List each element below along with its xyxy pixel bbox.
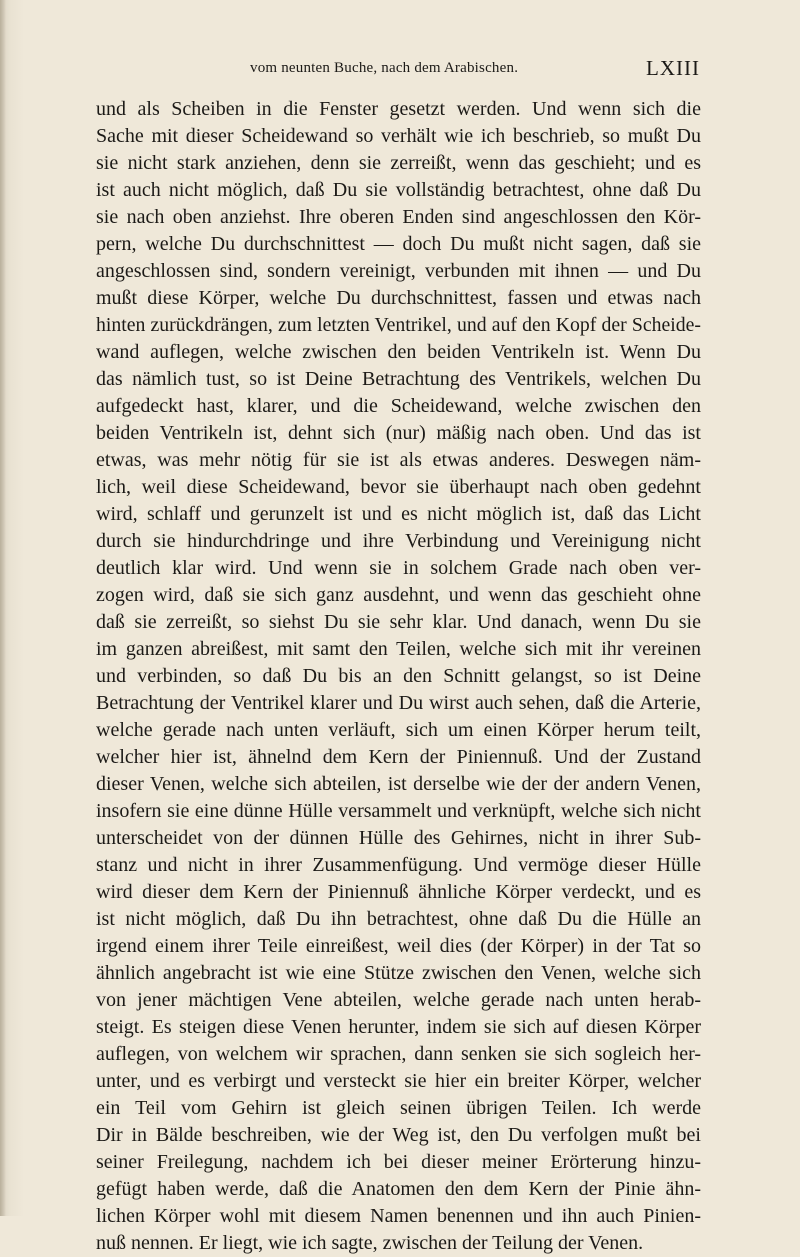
- text-line: ein Teil vom Gehirn ist gleich seinen übrigen Teilen. Ich werde: [96, 1097, 701, 1119]
- text-line: sie nach oben anziehst. Ihre oberen Enden sind angeschlossen den Kör-: [96, 206, 701, 228]
- text-line: etwas, was mehr nötig für sie ist als etwas anderes. Deswegen näm-: [96, 449, 701, 471]
- text-line: durch sie hindurchdringe und ihre Verbindung und Vereinigung nicht: [96, 530, 701, 552]
- text-line: unterscheidet von der dünnen Hülle des Gehirnes, nicht in ihrer Sub-: [96, 827, 701, 849]
- text-line: ist auch nicht möglich, daß Du sie vollständig betrachtest, ohne daß Du: [96, 179, 701, 201]
- text-line: sie nicht stark anziehen, denn sie zerreißt, wenn das geschieht; und es: [96, 152, 701, 174]
- text-line: lich, weil diese Scheidewand, bevor sie überhaupt nach oben gedehnt: [96, 476, 701, 498]
- text-line: im ganzen abreißest, mit samt den Teilen, welche sich mit ihr vereinen: [96, 638, 701, 660]
- text-line: insofern sie eine dünne Hülle versammelt und verknüpft, welche sich nicht: [96, 800, 701, 822]
- text-line: stanz und nicht in ihrer Zusammenfügung. Und vermöge dieser Hülle: [96, 854, 701, 876]
- text-line: und verbinden, so daß Du bis an den Schnitt gelangst, so ist Deine: [96, 665, 701, 687]
- text-line: und als Scheiben in die Fenster gesetzt werden. Und wenn sich die: [96, 98, 701, 120]
- text-line: steigt. Es steigen diese Venen herunter, indem sie sich auf diesen Körper: [96, 1016, 701, 1038]
- text-line: angeschlossen sind, sondern vereinigt, verbunden mit ihnen — und Du: [96, 260, 701, 282]
- text-line: Sache mit dieser Scheidewand so verhält wie ich beschrieb, so mußt Du: [96, 125, 701, 147]
- text-line: irgend einem ihrer Teile einreißest, weil dies (der Körper) in der Tat so: [96, 935, 701, 957]
- text-line: lichen Körper wohl mit diesem Namen benennen und ihn auch Pinien-: [96, 1205, 701, 1227]
- text-line: hinten zurückdrängen, zum letzten Ventrikel, und auf den Kopf der Scheide-: [96, 314, 701, 336]
- text-line: mußt diese Körper, welche Du durchschnittest, fassen und etwas nach: [96, 287, 701, 309]
- running-head-title: vom neunten Buche, nach dem Arabischen.: [250, 60, 519, 76]
- text-line: Betrachtung der Ventrikel klarer und Du wirst auch sehen, daß die Arterie,: [96, 692, 701, 714]
- text-line: ist nicht möglich, daß Du ihn betrachtest, ohne daß Du die Hülle an: [96, 908, 701, 930]
- text-line-last: nuß nennen. Er liegt, wie ich sagte, zwischen der Teilung der Venen.: [96, 1232, 644, 1254]
- text-line: ähnlich angebracht ist wie eine Stütze zwischen den Venen, welche sich: [96, 962, 701, 984]
- running-head: [250, 56, 700, 82]
- text-line: zogen wird, daß sie sich ganz ausdehnt, und wenn das geschieht ohne: [96, 584, 701, 606]
- text-line: wird dieser dem Kern der Piniennuß ähnliche Körper verdeckt, und es: [96, 881, 701, 903]
- text-line: pern, welche Du durchschnittest — doch Du mußt nicht sagen, daß sie: [96, 233, 701, 255]
- text-line: welche gerade nach unten verläuft, sich um einen Körper herum teilt,: [96, 719, 701, 741]
- text-line: wird, schlaff und gerunzelt ist und es nicht möglich ist, daß das Licht: [96, 503, 701, 525]
- text-line: dieser Venen, welche sich abteilen, ist derselbe wie der der andern Venen,: [96, 773, 701, 795]
- body-text: [96, 96, 701, 1257]
- text-line: beiden Ventrikeln ist, dehnt sich (nur) mäßig nach oben. Und das ist: [96, 422, 701, 444]
- text-line: Dir in Bälde beschreiben, wie der Weg ist, den Du verfolgen mußt bei: [96, 1124, 701, 1146]
- text-line: auflegen, von welchem wir sprachen, dann senken sie sich sogleich her-: [96, 1043, 701, 1065]
- text-line: welcher hier ist, ähnelnd dem Kern der Piniennuß. Und der Zustand: [96, 746, 701, 768]
- text-line: daß sie zerreißt, so siehst Du sie sehr klar. Und danach, wenn Du sie: [96, 611, 701, 633]
- text-line: seiner Freilegung, nachdem ich bei dieser meiner Erörterung hinzu-: [96, 1151, 701, 1173]
- text-line: das nämlich tust, so ist Deine Betrachtung des Ventrikels, welchen Du: [96, 368, 701, 390]
- text-line: gefügt haben werde, daß die Anatomen den dem Kern der Pinie ähn-: [96, 1178, 701, 1200]
- text-line: unter, und es verbirgt und versteckt sie hier ein breiter Körper, welcher: [96, 1070, 701, 1092]
- page-number: LXIII: [646, 56, 700, 80]
- text-line: deutlich klar wird. Und wenn sie in solchem Grade nach oben ver-: [96, 557, 701, 579]
- text-line: aufgedeckt hast, klarer, und die Scheidewand, welche zwischen den: [96, 395, 701, 417]
- text-line: von jener mächtigen Vene abteilen, welche gerade nach unten herab-: [96, 989, 701, 1011]
- text-line: wand auflegen, welche zwischen den beiden Ventrikeln ist. Wenn Du: [96, 341, 701, 363]
- gutter-shadow: [0, 0, 6, 1216]
